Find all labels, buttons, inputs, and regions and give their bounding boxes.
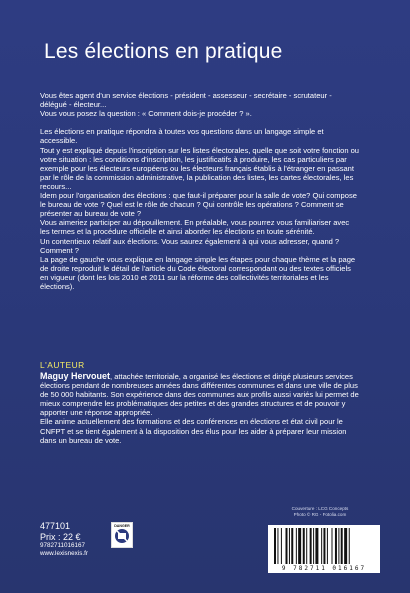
photo-credit: Photo © RG - Fotolia.com [293,512,347,517]
isbn: 9782711016167 [40,542,86,549]
barcode-bar [327,528,328,564]
barcode-bars [274,528,374,564]
barcode-bar [321,528,322,564]
author-heading: L'AUTEUR [40,360,85,370]
paragraph: Elle anime actuellement des formations et des conférences en élections et état civil pour le CNFPT et se tient également à la disposition des élus pour les aider à préparer leur mission dans un bureau de vote. [40,417,347,445]
barcode-bar [349,528,350,564]
barcode-bar [313,528,314,564]
barcode-number: 9 782711 016167 [281,565,367,572]
publication-info [40,521,88,557]
barcode-bar [335,528,337,564]
product-code: 477101 [40,521,71,531]
barcode-bar [310,528,312,564]
barcode-bar [274,528,276,564]
barcode-bar [323,528,325,564]
barcode-bar [341,528,343,564]
paragraph: Vous vous posez la question : « Comment dois-je procéder ? ». [40,109,252,119]
barcode-bar [306,528,307,564]
danger-logo [111,522,133,548]
credits [270,506,370,518]
barcode [268,525,380,573]
barcode-bar [281,528,282,564]
author-bio [40,372,362,445]
price: Prix : 22 € [40,531,81,542]
barcode-bar [344,528,347,564]
barcode-bar [291,528,293,564]
paragraph: Vous aimeriez participer au dépouillement. En préalable, vous pourrez vous familiariser avec les termes et la procédure officielle et ainsi aborder les élections en toute sérénité. [40,218,350,237]
paragraph: La page de gauche vous explique en langage simple les étapes pour chaque thème et la page de droite reproduit le détail de l'article du Code électoral correspondant ou des textes officiels en vigueur (dont les lois 2010 et 2011 sur la réforme des collectivités territoriales et les élections). [40,254,356,291]
cover-credit: Couverture : LCG Concepts [291,506,349,511]
danger-label: DANGER [114,524,130,528]
photocopy-warning-icon [114,528,130,544]
barcode-bar [338,528,339,564]
barcode-bar [303,528,305,564]
description-text [40,91,360,291]
author-bio-text: , attachée territoriale, a organisé les élections et dirigé plusieurs services élections pendant de nombreuses années dans différentes communes et dans une ville de plus de 50 000 habitants. Son expérience dans des communes aux profils aussi variés lui permet de mieux comprendre les problématiques des petites et des grandes structures et de pouvoir y apporter une réponse appropriée. [40,372,359,418]
barcode-bar [289,528,290,564]
barcode-bar [298,528,301,564]
barcode-bar [296,528,297,564]
barcode-bar [277,528,278,564]
paragraph: Vous êtes agent d'un service élections - président - assesseur - secrétaire - scrutateur - délégué - électeur... [40,91,332,110]
website: www.lexisnexis.fr [40,549,88,557]
paragraph: Un contentieux relatif aux élections. Vous saurez également à qui vous adresser, quand ? Comment ? [40,236,340,255]
paragraph: Idem pour l'organisation des élections : que faut-il préparer pour la salle de vote? Qui compose le bureau de vote ? Quel est le rôle de chacun ? Qui contrôle les opérations ? Comment se présenter au bureau de vote ? [40,191,357,219]
paragraph [40,372,362,417]
barcode-bar [286,528,288,564]
author-name: Maguy Hervouet [40,371,111,381]
page-title: Les élections en pratique [44,40,283,63]
barcode-bar [315,528,318,564]
paragraph: Les élections en pratique répondra à toutes vos questions dans un langage simple et accessible. [40,127,324,146]
paragraph: Tout y est expliqué depuis l'inscription sur les listes électorales, quelle que soit votre fonction ou votre situation : les conditions d'inscription, les justificatifs à produire, les cas particuliers par exemple pour les électeurs européens ou les électeurs français établis à l'étranger en passant par le rôle de la commission administrative, la publication des listes, les cartes électorales, les recours... [40,145,360,191]
barcode-bar [332,528,333,564]
